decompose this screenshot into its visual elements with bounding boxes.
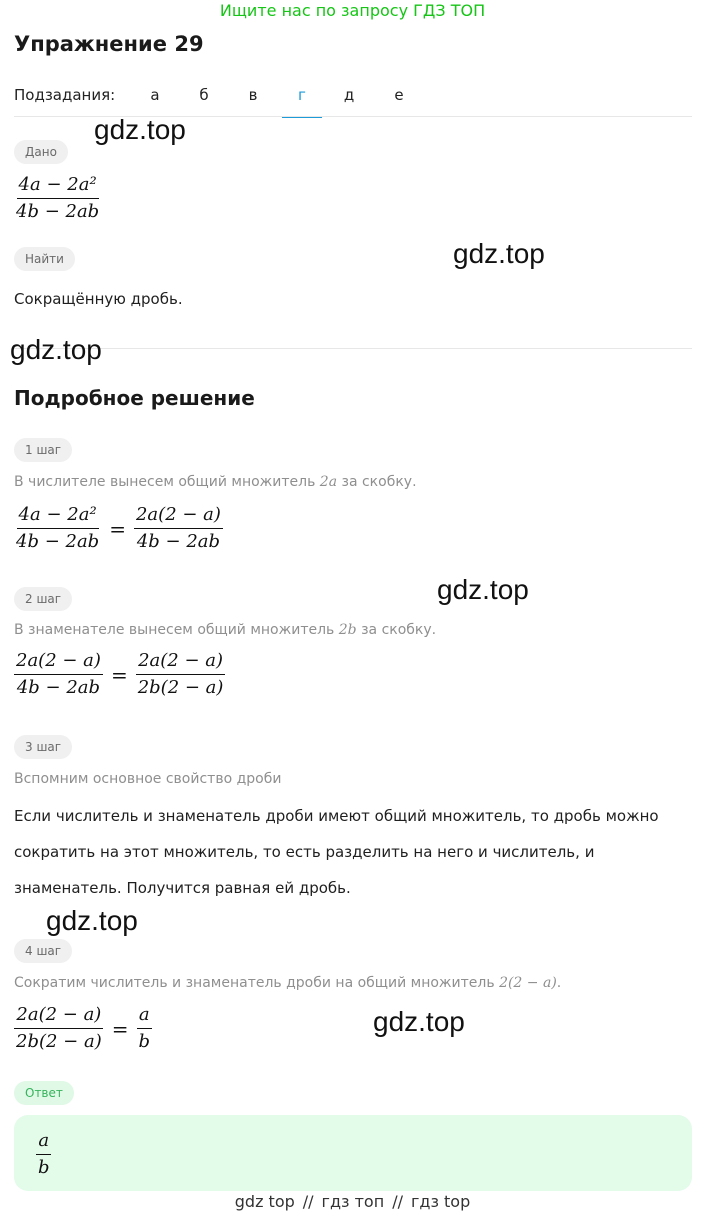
page-title: Упражнение 29 [14, 32, 204, 56]
footer-separator: // [392, 1192, 403, 1211]
answer-pill: Ответ [14, 1081, 74, 1105]
subtask-tab-e[interactable]: е [394, 86, 404, 104]
promo-banner: Ищите нас по запросу ГДЗ ТОП [219, 1, 486, 20]
answer-fraction: $\frac{a}{b}$ [38, 1130, 50, 1178]
watermark: gdz.top [10, 334, 102, 365]
subtask-tab-b[interactable]: б [199, 86, 209, 104]
given-denominator: 4b − 2ab [16, 201, 100, 222]
step-1-equation: $\frac{\text{4a − 2a²}}{4b - 2ab}$ = $\frac{2a(2 - a)}{4b - 2ab}$ [16, 504, 221, 552]
subtasks-label: Подзадания: [14, 86, 116, 104]
step-3-pill: 3 шаг [14, 735, 72, 759]
footer-links [0, 1192, 705, 1211]
step-1-pill: 1 шаг [14, 438, 72, 462]
subtask-tab-d[interactable]: д [343, 86, 355, 104]
answer-box [14, 1115, 692, 1191]
given-numerator: 4a − 2a² [17, 174, 99, 199]
watermark: gdz.top [46, 905, 138, 936]
footer-link-gdz-top[interactable]: gdz top [234, 1192, 295, 1211]
find-text: Сокращённую дробь. [14, 290, 183, 308]
step-4-hint: Сократим числитель и знаменатель дроби на общий множитель 2(2 − a). [14, 975, 562, 991]
solution-heading: Подробное решение [14, 386, 255, 410]
watermark: gdz.top [373, 1006, 465, 1037]
step-2-pill: 2 шаг [14, 587, 72, 611]
section-divider [14, 348, 692, 349]
subtask-tab-g[interactable]: г [282, 86, 322, 118]
step-2-hint: В знаменателе вынесем общий множитель 2b за скобку. [14, 622, 437, 638]
step-3-hint: Вспомним основное свойство дроби [14, 771, 282, 787]
footer-link-gdz-top-ru[interactable]: гдз топ [321, 1192, 385, 1211]
subtask-tab-a[interactable]: а [150, 86, 160, 104]
footer-separator: // [302, 1192, 314, 1211]
step-2-equation: $\frac{2a(2 - a)}{4b - 2ab}$ = $\frac{2a(2 - a)}{2b(2 - a)}$ [16, 650, 224, 698]
watermark: gdz.top [437, 574, 529, 605]
step-4-equation: $\frac{2a(2 - a)}{2b(2 - a)}$ = $\frac{a}{b}$ [16, 1004, 151, 1052]
watermark: gdz.top [94, 114, 186, 145]
given-pill: Дано [14, 140, 68, 164]
step-3-body: Если числитель и знаменатель дроби имеют общий множитель, то дробь можно сократить на этот множитель, то есть разделить на него и числитель, и знаменатель. Получится равная ей дробь. [14, 807, 659, 897]
find-pill: Найти [14, 247, 75, 271]
subtask-tab-v[interactable]: в [248, 86, 258, 104]
given-fraction [14, 174, 101, 223]
step-1-hint: В числителе вынесем общий множитель 2a за скобку. [14, 474, 417, 490]
footer-link-gdz-top-mixed[interactable]: гдз top [410, 1192, 471, 1211]
watermark: gdz.top [453, 238, 545, 269]
step-4-pill: 4 шаг [14, 939, 72, 963]
